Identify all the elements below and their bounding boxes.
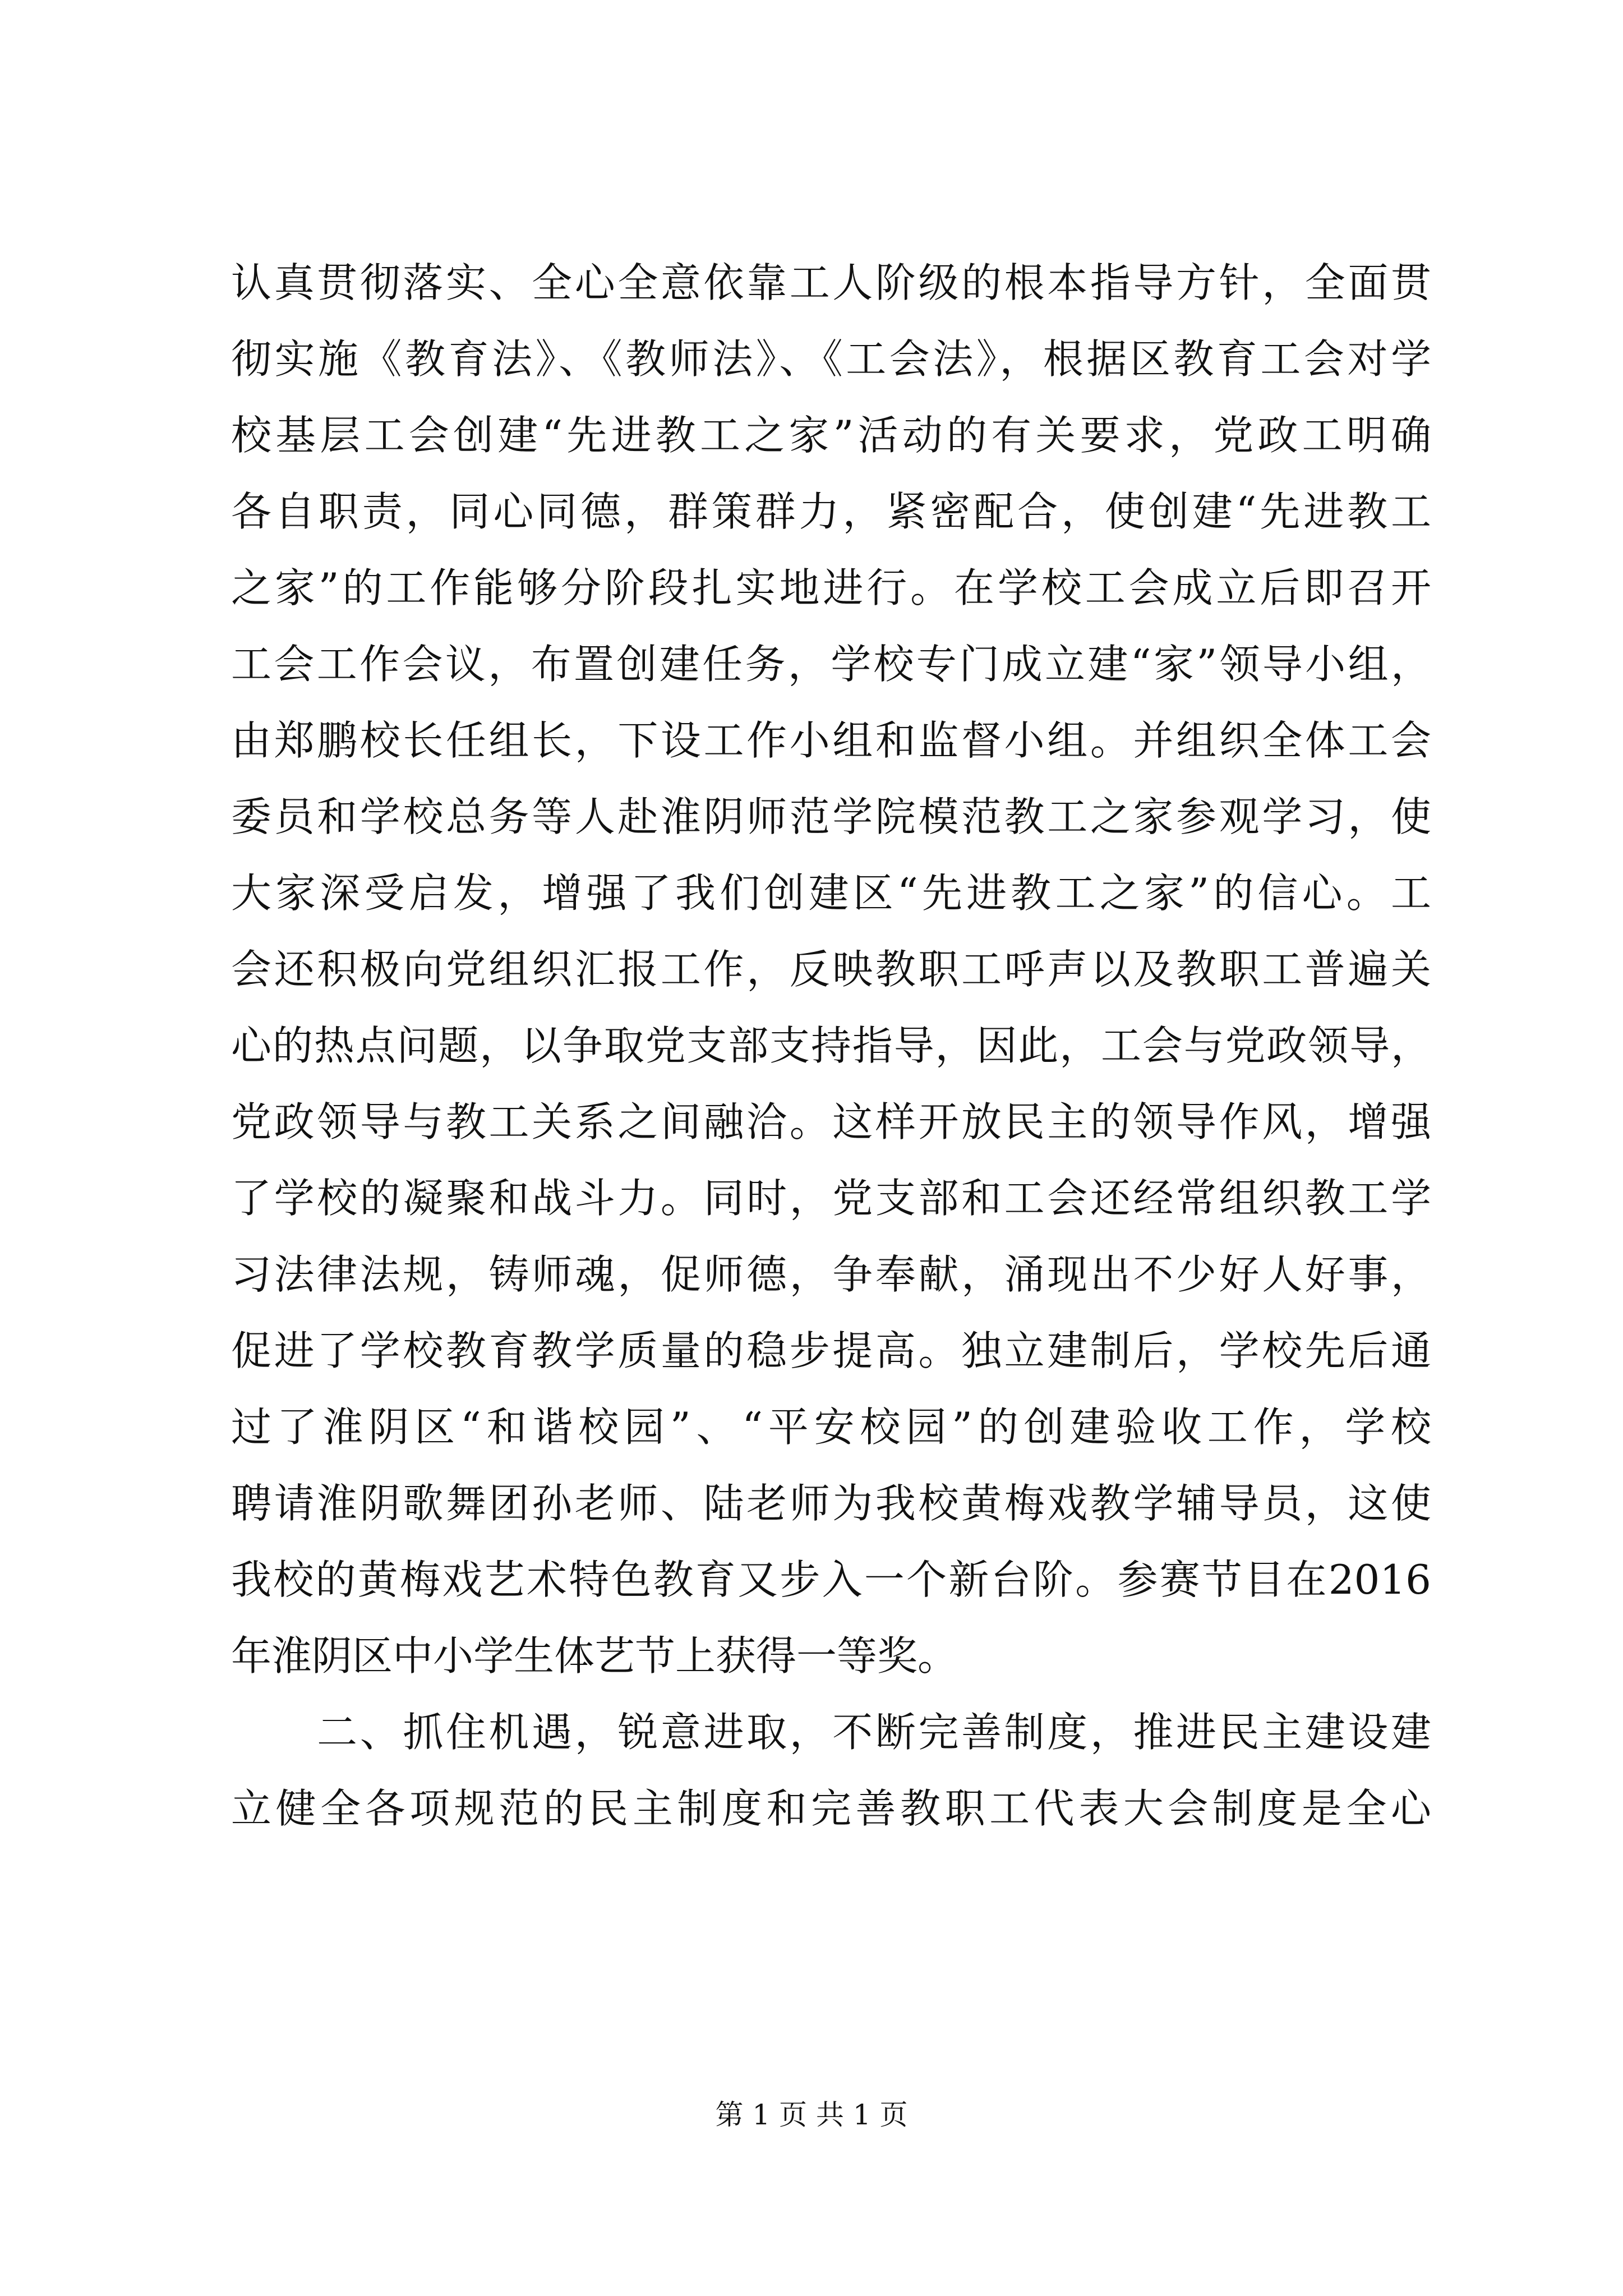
text-line-1: 认真贯彻落实、全心全意依靠工人阶级的根本指导方针，全面贯 — [231, 259, 1431, 306]
text-line-16: 过了淮阴区“和谐校园”、“平安校园”的创建验收工作，学校 — [231, 1404, 1431, 1451]
text-line-21: 立健全各项规范的民主制度和完善教职工代表大会制度是全心 — [231, 1785, 1431, 1832]
text-line-14: 习法律法规，铸师魂，促师德，争奉献，涌现出不少好人好事， — [231, 1251, 1431, 1298]
text-line-9: 大家深受启发，增强了我们创建区“先进教工之家”的信心。工 — [231, 869, 1431, 917]
text-line-17: 聘请淮阴歌舞团孙老师、陆老师为我校黄梅戏教学辅导员，这使 — [231, 1480, 1431, 1527]
page-number-label: 第 1 页 共 1 页 — [715, 2099, 908, 2131]
text-line-7: 由郑鹏校长任组长，下设工作小组和监督小组。并组织全体工会 — [231, 717, 1431, 764]
text-line-6: 工会工作会议，布置创建任务，学校专门成立建“家”领导小组， — [231, 641, 1431, 688]
text-line-12: 党政领导与教工关系之间融洽。这样开放民主的领导作风，增强 — [231, 1098, 1431, 1145]
text-line-19: 年淮阴区中小学生体艺节上获得一等奖。 — [231, 1632, 958, 1680]
text-line-5: 之家”的工作能够分阶段扎实地进行。在学校工会成立后即召开 — [231, 564, 1431, 611]
text-line-15: 促进了学校教育教学质量的稳步提高。独立建制后，学校先后通 — [231, 1327, 1431, 1374]
text-line-4: 各自职责，同心同德，群策群力，紧密配合，使创建“先进教工 — [231, 488, 1431, 535]
text-line-8: 委员和学校总务等人赴淮阴师范学院模范教工之家参观学习，使 — [231, 793, 1431, 840]
text-line-20: 二、抓住机遇，锐意进取，不断完善制度，推进民主建设建 — [231, 1709, 1431, 1756]
text-line-13: 了学校的凝聚和战斗力。同时，党支部和工会还经常组织教工学 — [231, 1175, 1431, 1222]
text-line-3: 校基层工会创建“先进教工之家”活动的有关要求，党政工明确 — [231, 412, 1431, 459]
body-text — [231, 245, 1431, 1847]
text-line-11: 心的热点问题，以争取党支部支持指导，因此，工会与党政领导， — [231, 1022, 1431, 1069]
page-footer — [0, 2095, 1623, 2134]
text-line-10: 会还积极向党组织汇报工作，反映教职工呼声以及教职工普遍关 — [231, 946, 1431, 993]
text-line-2: 彻实施《教育法》、《教师法》、《工会法》，根据区教育工会对学 — [231, 335, 1431, 383]
text-line-18: 我校的黄梅戏艺术特色教育又步入一个新台阶。参赛节目在2016 — [231, 1556, 1431, 1603]
